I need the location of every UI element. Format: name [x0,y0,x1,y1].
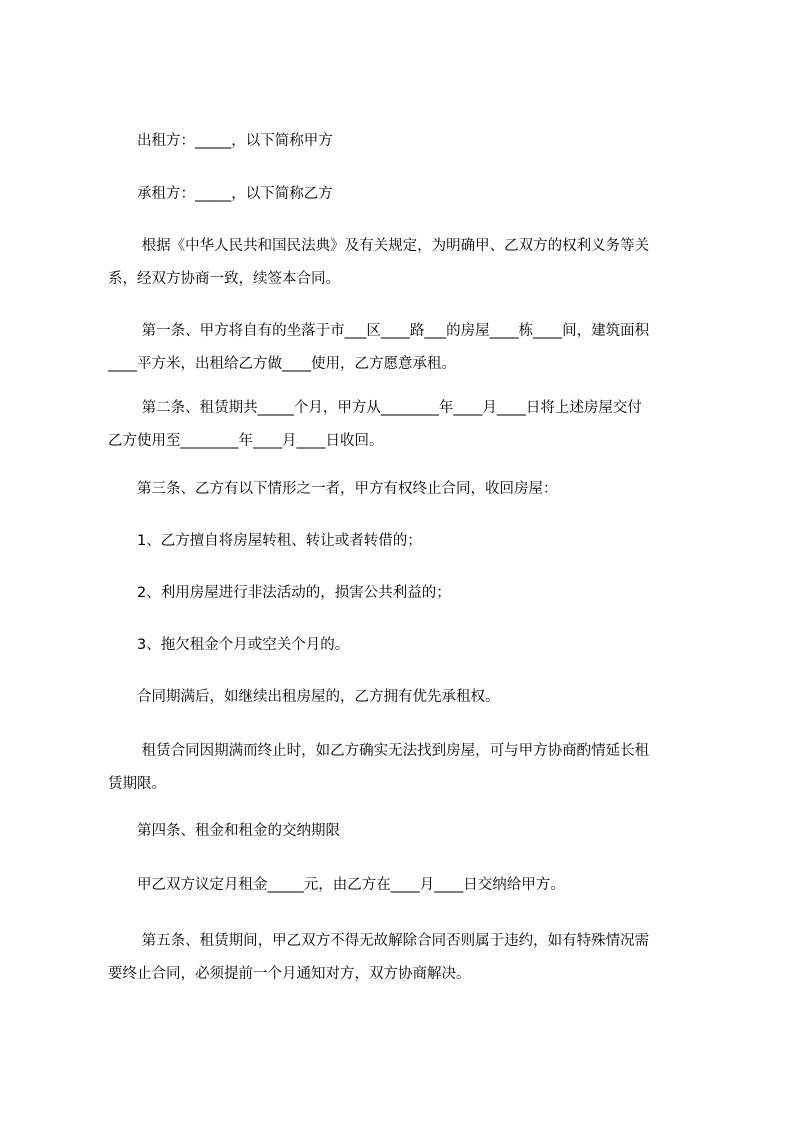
text-line: 第一条、甲方将自有的坐落于市___区____路___的房屋____栋____间，建筑面积 [108,323,650,339]
paragraph-article-1 [108,315,698,381]
text-line: 第五条、租赁期间，甲乙双方不得无故解除合同否则属于违约，如有特殊情况需 [108,933,650,949]
text-line: 要终止合同，必须提前一个月通知对方，双方协商解决。 [108,966,471,982]
text-line: 出租方：_____，以下简称甲方 [108,133,333,149]
text-line: 甲乙双方议定月租金_____元，由乙方在____月____日交纳给甲方。 [108,877,565,893]
paragraph-rent-terms [108,869,698,902]
paragraph-article-3 [108,473,698,506]
paragraph-article-2 [108,392,698,458]
text-line: 2、利用房屋进行非法活动的，损害公共利益的； [108,585,451,601]
paragraph-item-3 [108,629,698,662]
paragraph-lessee [108,178,698,211]
text-line: 1、乙方擅自将房屋转租、转让或者转借的； [108,533,422,549]
paragraph-lessor [108,125,698,158]
text-line: 承租方：_____，以下简称乙方 [108,186,333,202]
text-line: 合同期满后，如继续出租房屋的，乙方拥有优先承租权。 [108,689,500,705]
text-line: 系，经双方协商一致，续签本合同。 [108,271,340,287]
paragraph-article-5 [108,925,698,991]
text-line: ____平方米，出租给乙方做____使用，乙方愿意承租。 [108,356,456,372]
paragraph-article-4 [108,815,698,848]
text-line: 第二条、租赁期共_____个月，甲方从________年____月____日将上述房屋交付 [108,400,642,416]
text-line: 第四条、租金和租金的交纳期限 [108,823,340,839]
text-line: 3、拖欠租金个月或空关个月的。 [108,637,350,653]
paragraph-extension [108,735,698,801]
paragraph-item-1 [108,525,698,558]
paragraph-renewal-priority [108,681,698,714]
paragraph-item-2 [108,577,698,610]
text-line: 乙方使用至________年____月____日收回。 [108,433,384,449]
text-line: 根据《中华人民共和国民法典》及有关规定，为明确甲、乙双方的权利义务等关 [108,238,650,254]
paragraph-preamble [108,230,698,296]
text-line: 租赁合同因期满而终止时，如乙方确实无法找到房屋，可与甲方协商酌情延长租 [108,743,650,759]
text-line: 赁期限。 [108,776,166,792]
text-line: 第三条、乙方有以下情形之一者，甲方有权终止合同，收回房屋： [108,481,558,497]
